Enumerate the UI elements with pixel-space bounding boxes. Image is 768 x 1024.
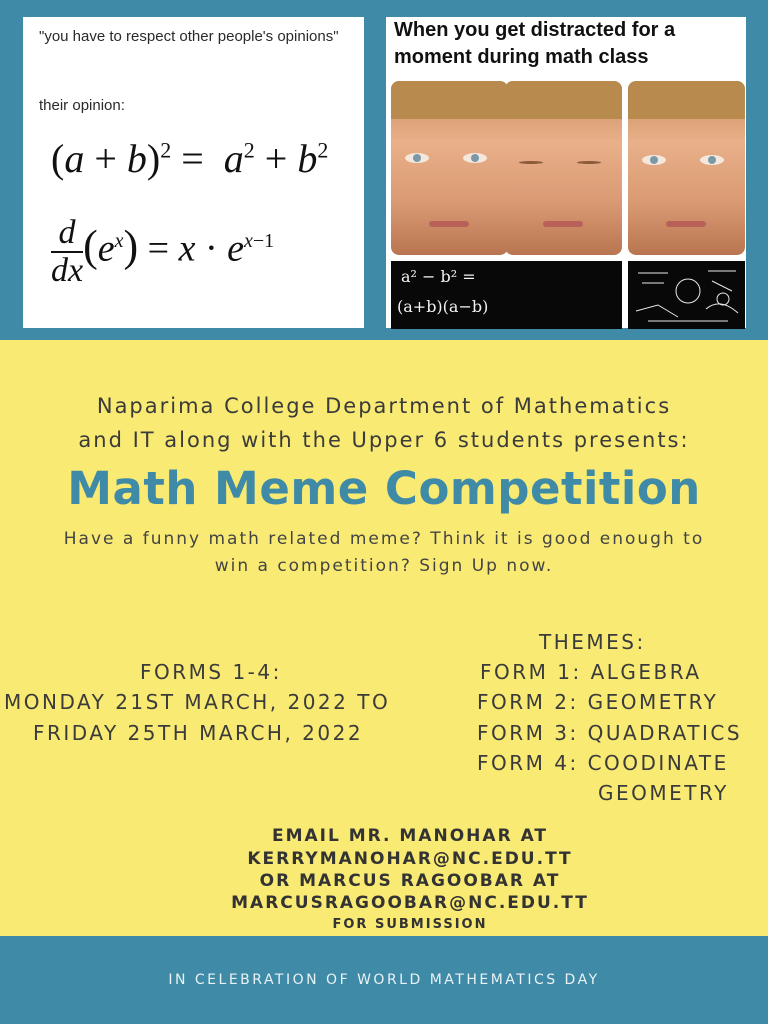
meme-their-opinion-label: their opinion: [39, 97, 125, 114]
contact-email-1[interactable]: KERRYMANOHAR@NC.EDU.TT [247, 849, 573, 869]
footer-text: IN CELEBRATION OF WORLD MATHEMATICS DAY [168, 972, 600, 988]
subtitle-line-1: Have a funny math related meme? Think it is good enough to [63, 529, 705, 549]
theme-item-4-continuation: GEOMETRY [598, 781, 729, 805]
schedule-end: FRIDAY 25TH MARCH, 2022 [33, 721, 364, 745]
equation-derivative: $\frac{d}{dx}$ $(e^x) = x \cdot e^{x-1}$ [51, 214, 275, 289]
meme-quote-text: "you have to respect other people's opinions" [39, 28, 339, 45]
theme-item-1: FORM 1: ALGEBRA [480, 660, 702, 684]
schedule-start: MONDAY 21ST MARCH, 2022 TO [4, 690, 391, 714]
chalkboard-blank [505, 261, 622, 329]
theme-item-2: FORM 2: GEOMETRY [477, 690, 719, 714]
theme-item-3: FORM 3: QUADRATICS [477, 721, 743, 745]
board-equation-top: a² − b² = [401, 267, 476, 286]
intro-line-2: and IT along with the Upper 6 students presents: [78, 428, 690, 452]
page-title: Math Meme Competition [67, 462, 701, 515]
equation-binomial: $(a + b)^2 = a^2 + b^2$ [51, 136, 329, 181]
contact-line-3: OR MARCUS RAGOOBAR AT [259, 871, 561, 891]
meme-distracted-image [386, 17, 746, 328]
meme-opinion-image [23, 17, 364, 328]
face-panel-3 [628, 81, 745, 255]
schedule-label: FORMS 1-4: [140, 660, 282, 684]
contact-line-1: EMAIL MR. MANOHAR AT [271, 826, 549, 846]
contact-email-2[interactable]: MARCUSRAGOOBAR@NC.EDU.TT [231, 893, 589, 913]
intro-line-1: Naparima College Department of Mathematics [96, 394, 672, 418]
chalkboard-simple [391, 261, 508, 329]
chalkboard-complex [628, 261, 745, 329]
subtitle-line-2: win a competition? Sign Up now. [214, 556, 554, 576]
face-panel-2-blinking [505, 81, 622, 255]
contact-submission: FOR SUBMISSION [332, 917, 488, 932]
theme-item-4: FORM 4: COODINATE [477, 751, 729, 775]
themes-title: THEMES: [539, 630, 646, 654]
board-equation-bottom: (a+b)(a−b) [397, 297, 489, 316]
chalkboard-scribbles-icon [628, 261, 745, 329]
meme-caption: When you get distracted for a moment during math class [394, 19, 676, 68]
face-panel-1 [391, 81, 508, 255]
